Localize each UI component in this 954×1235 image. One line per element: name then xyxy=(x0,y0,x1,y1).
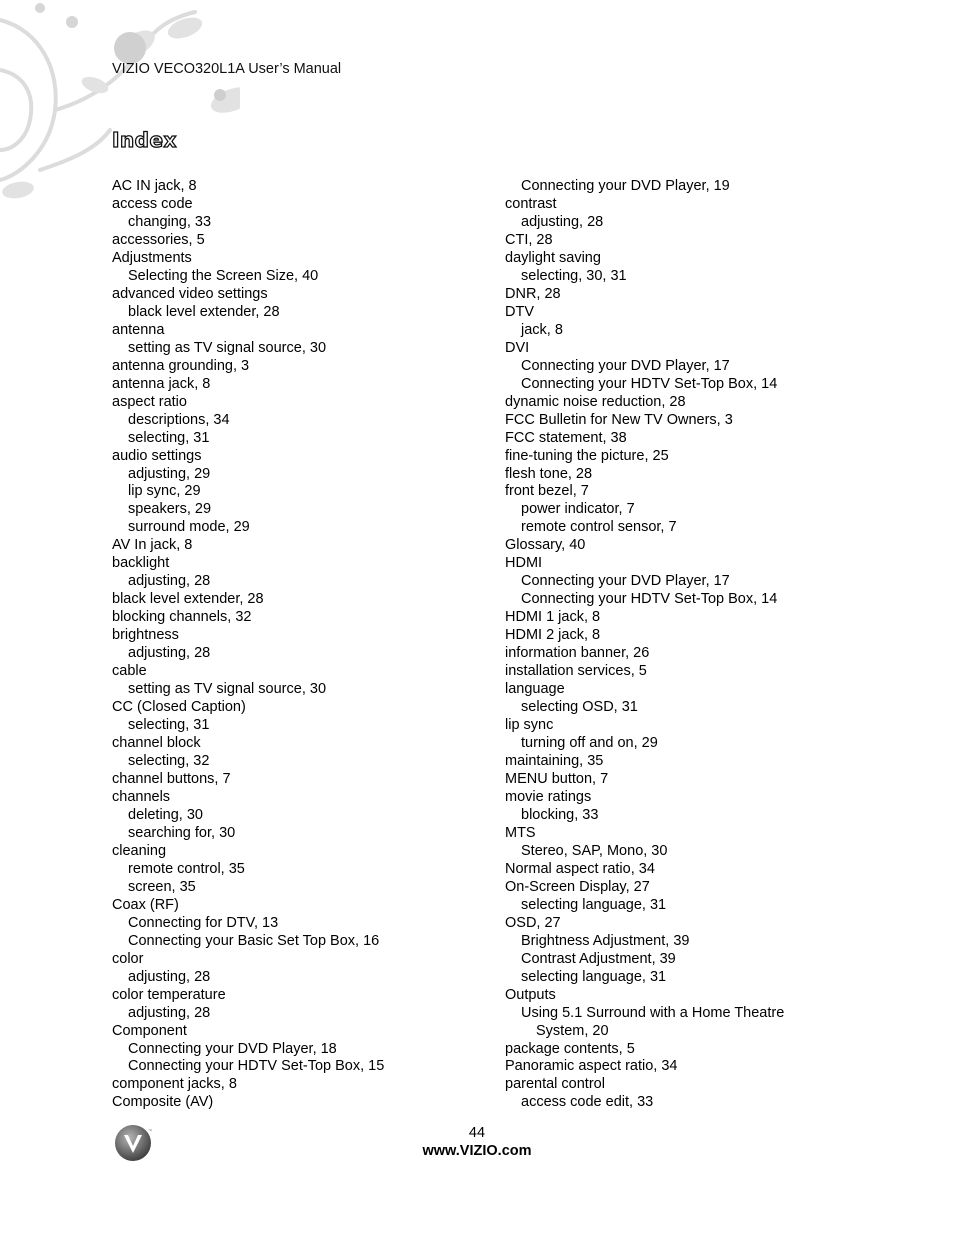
index-entry: antenna grounding, 3 xyxy=(112,357,250,374)
index-entry: Composite (AV) xyxy=(112,1094,214,1111)
website-url[interactable]: www.VIZIO.com xyxy=(422,1143,532,1159)
index-subentry: black level extender, 28 xyxy=(128,303,280,320)
index-entry: MENU button, 7 xyxy=(505,770,609,787)
index-entry: color temperature xyxy=(112,986,226,1003)
index-subentry: selecting OSD, 31 xyxy=(521,699,638,716)
index-subentry: selecting, 32 xyxy=(128,753,210,769)
index-entry: Component xyxy=(112,1022,187,1039)
index-entry: FCC statement, 38 xyxy=(505,429,627,446)
index-subentry: remote control, 35 xyxy=(128,860,245,877)
index-subentry: Connecting for DTV, 13 xyxy=(128,914,279,931)
index-subentry: adjusting, 28 xyxy=(128,968,211,985)
index-entry: Glossary, 40 xyxy=(505,537,586,554)
index-entry: blocking channels, 32 xyxy=(112,609,252,626)
index-entry: Outputs xyxy=(505,986,556,1003)
index-entry: On-Screen Display, 27 xyxy=(505,878,650,895)
index-entry: cable xyxy=(112,663,147,680)
index-subentry: surround mode, 29 xyxy=(128,519,250,536)
index-entry: aspect ratio xyxy=(112,393,187,410)
index-entry: antenna jack, 8 xyxy=(112,375,211,392)
index-entry: access code xyxy=(112,195,193,212)
index-entry: backlight xyxy=(112,555,170,572)
index-subentry: adjusting, 28 xyxy=(521,213,604,230)
index-subentry: changing, 33 xyxy=(128,213,212,230)
index-entry: CC (Closed Caption) xyxy=(112,699,246,716)
index-entry: FCC Bulletin for New TV Owners, 3 xyxy=(505,411,733,428)
index-entry: front bezel, 7 xyxy=(505,483,589,500)
page-heading: Index xyxy=(112,128,177,152)
index-subentry: setting as TV signal source, 30 xyxy=(128,681,327,698)
index-subentry: Connecting your Basic Set Top Box, 16 xyxy=(128,932,380,949)
index-entry: parental control xyxy=(505,1076,605,1093)
index-subentry: Stereo, SAP, Mono, 30 xyxy=(521,842,668,859)
index-entry: accessories, 5 xyxy=(112,231,205,248)
index-subentry: System, 20 xyxy=(536,1022,609,1039)
index-subentry: adjusting, 29 xyxy=(128,465,211,482)
index-entry: movie ratings xyxy=(505,788,592,805)
manual-title: VIZIO VECO320L1A User’s Manual xyxy=(112,61,342,77)
index-entry: information banner, 26 xyxy=(505,645,650,662)
index-entry: antenna xyxy=(112,321,165,338)
index-subentry: adjusting, 28 xyxy=(128,1004,211,1021)
index-subentry: Brightness Adjustment, 39 xyxy=(521,932,690,949)
index-entry: daylight saving xyxy=(505,249,601,266)
index-entry: HDMI xyxy=(505,555,543,572)
index-subentry: lip sync, 29 xyxy=(128,483,201,500)
index-subentry: blocking, 33 xyxy=(521,806,599,823)
index-subentry: descriptions, 34 xyxy=(128,411,230,428)
index-subentry: Contrast Adjustment, 39 xyxy=(521,950,676,967)
index-column-right xyxy=(505,178,825,1112)
index-entry: Normal aspect ratio, 34 xyxy=(505,860,655,877)
index-entry: cleaning xyxy=(112,842,167,859)
index-entry: lip sync xyxy=(505,717,554,734)
index-entry: flesh tone, 28 xyxy=(505,465,593,482)
index-subentry: power indicator, 7 xyxy=(521,501,635,518)
index-column-left xyxy=(112,178,442,1112)
index-entry: package contents, 5 xyxy=(505,1040,635,1057)
index-entry: AV In jack, 8 xyxy=(112,537,193,554)
logo-trademark: ™ xyxy=(148,1128,152,1133)
index-subentry: selecting, 31 xyxy=(128,717,210,734)
page-number: 44 xyxy=(468,1125,486,1141)
index-subentry: deleting, 30 xyxy=(128,806,203,823)
index-entry: maintaining, 35 xyxy=(505,753,604,769)
index-entry: audio settings xyxy=(112,447,202,464)
index-subentry: turning off and on, 29 xyxy=(521,735,658,752)
index-subentry: screen, 35 xyxy=(128,878,196,895)
index-entry: DNR, 28 xyxy=(505,285,561,302)
index-entry: channel block xyxy=(112,735,201,752)
index-entry: AC IN jack, 8 xyxy=(112,178,197,194)
index-subentry: Connecting your DVD Player, 19 xyxy=(521,178,730,194)
index-subentry: speakers, 29 xyxy=(128,501,212,518)
index-subentry: adjusting, 28 xyxy=(128,645,211,662)
index-entry: installation services, 5 xyxy=(505,663,647,680)
index-subentry: access code edit, 33 xyxy=(521,1094,654,1111)
index-entry: channels xyxy=(112,788,171,805)
index-entry: brightness xyxy=(112,627,179,644)
index-subentry: selecting language, 31 xyxy=(521,896,667,913)
index-entry: advanced video settings xyxy=(112,285,268,302)
index-subentry: Using 5.1 Surround with a Home Theatre xyxy=(521,1004,785,1021)
index-subentry: searching for, 30 xyxy=(128,824,236,841)
index-entry: DVI xyxy=(505,339,530,356)
index-entry: CTI, 28 xyxy=(505,231,553,248)
index-subentry: Connecting your DVD Player, 17 xyxy=(521,357,730,374)
index-subentry: Connecting your HDTV Set-Top Box, 14 xyxy=(521,375,778,392)
index-entry: language xyxy=(505,681,565,698)
index-subentry: selecting language, 31 xyxy=(521,968,667,985)
index-entry: contrast xyxy=(505,195,557,212)
index-subentry: Selecting the Screen Size, 40 xyxy=(128,267,319,284)
index-entry: component jacks, 8 xyxy=(112,1076,237,1093)
index-entry: channel buttons, 7 xyxy=(112,770,231,787)
index-subentry: Connecting your HDTV Set-Top Box, 15 xyxy=(128,1058,385,1075)
index-entry: Adjustments xyxy=(112,249,192,266)
index-entry: Panoramic aspect ratio, 34 xyxy=(505,1058,678,1075)
index-entry: DTV xyxy=(505,303,534,320)
index-entry: HDMI 2 jack, 8 xyxy=(505,627,601,644)
index-subentry: Connecting your HDTV Set-Top Box, 14 xyxy=(521,591,778,608)
index-subentry: remote control sensor, 7 xyxy=(521,519,677,536)
index-entry: color xyxy=(112,950,144,967)
index-subentry: jack, 8 xyxy=(521,321,563,338)
index-subentry: adjusting, 28 xyxy=(128,573,211,590)
index-entry: black level extender, 28 xyxy=(112,591,264,608)
index-subentry: selecting, 30, 31 xyxy=(521,267,627,284)
index-subentry: Connecting your DVD Player, 18 xyxy=(128,1040,337,1057)
index-entry: HDMI 1 jack, 8 xyxy=(505,609,601,626)
index-subentry: selecting, 31 xyxy=(128,429,210,446)
index-entry: MTS xyxy=(505,824,536,841)
index-subentry: Connecting your DVD Player, 17 xyxy=(521,573,730,590)
index-entry: fine-tuning the picture, 25 xyxy=(505,447,669,464)
index-entry: dynamic noise reduction, 28 xyxy=(505,393,686,410)
index-subentry: setting as TV signal source, 30 xyxy=(128,339,327,356)
index-entry: OSD, 27 xyxy=(505,914,561,931)
index-entry: Coax (RF) xyxy=(112,896,179,913)
